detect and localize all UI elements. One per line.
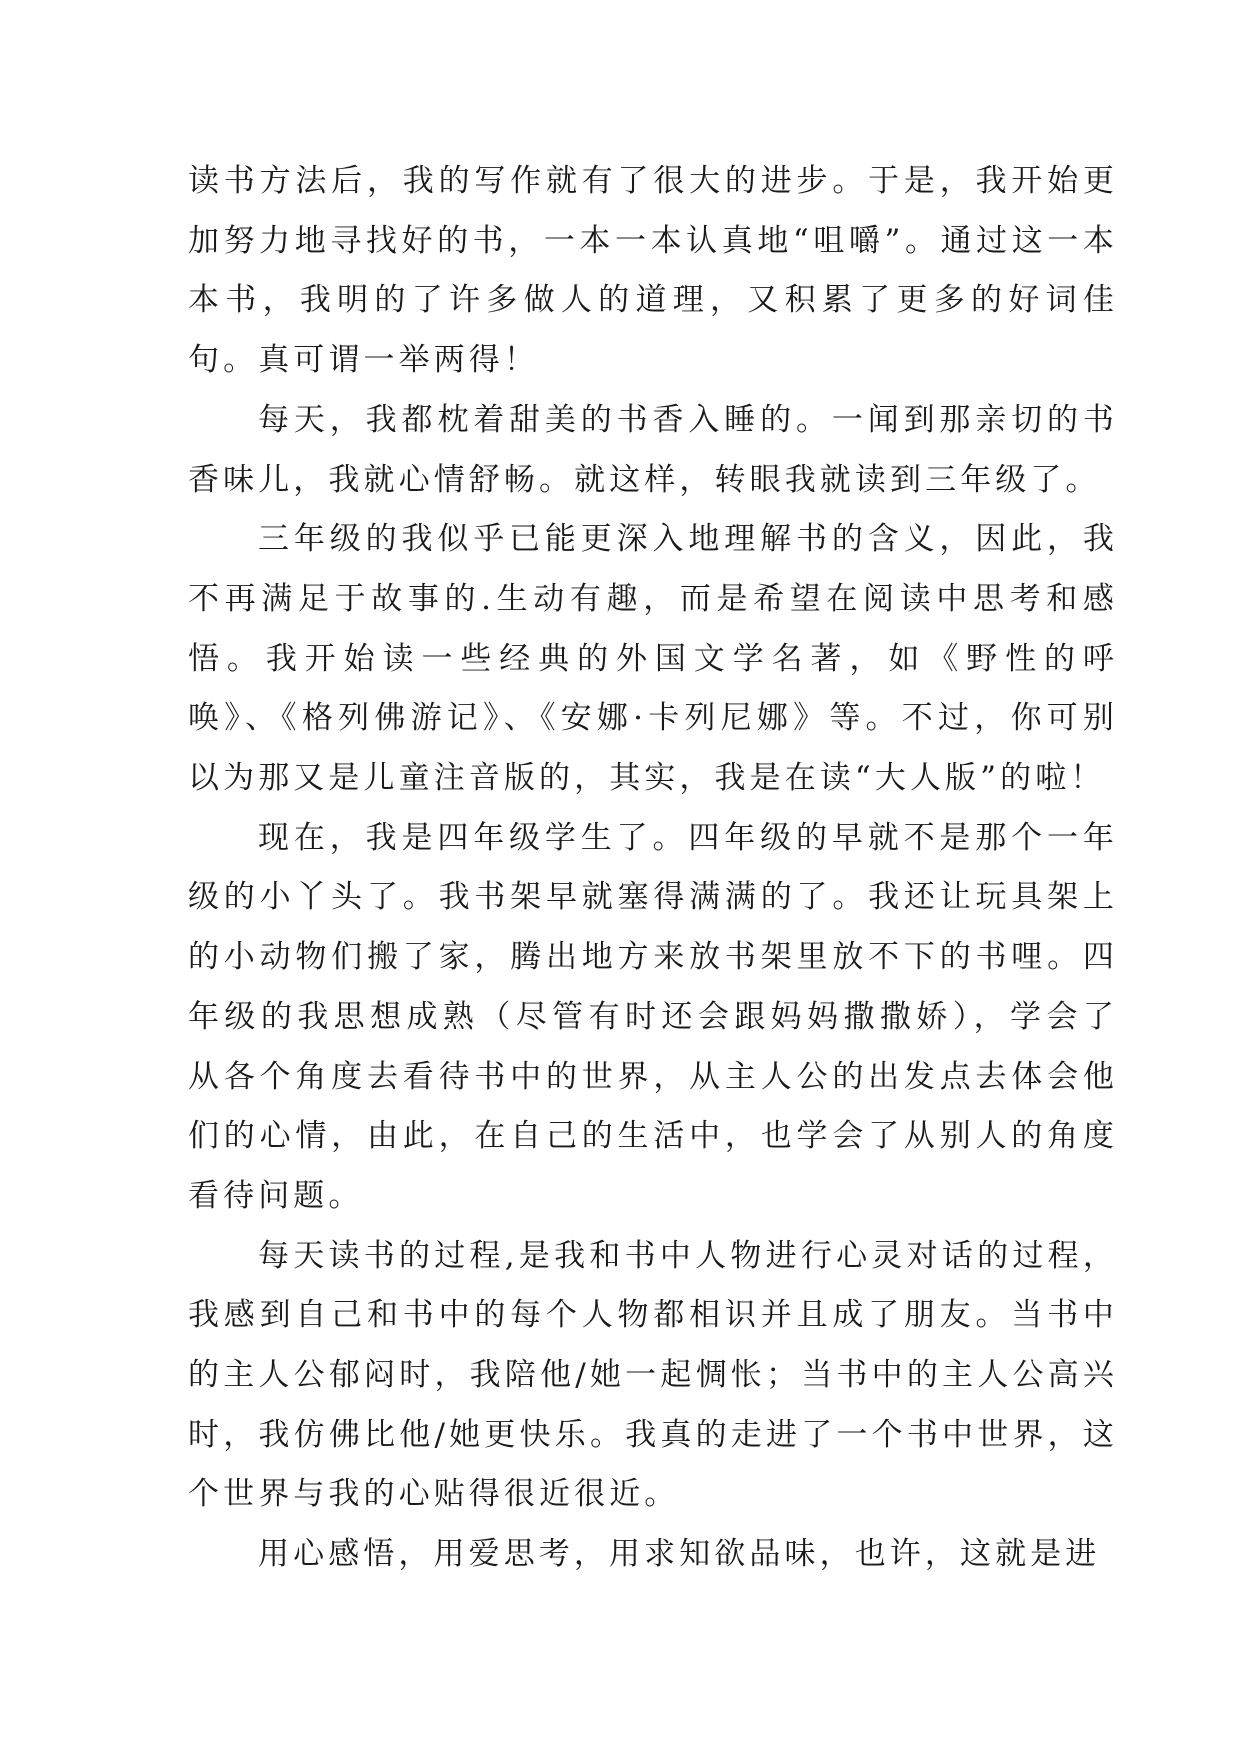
paragraph-conclusion-start: 用心感悟，用爱思考，用求知欲品味，也许，这就是进 xyxy=(258,1536,1101,1573)
paragraph-dialogue-with-characters: 每天读书的过程,是我和书中人物进行心灵对话的过程，我感到自己和书中的每个人物都相识并且成了朋友。当书中的主人公郁闷时，我陪他/她一起惆怅；当书中的主人公高兴时，我仿佛比他/她更快乐。我真的走进了一个书中世界，这个世界与我的心贴得很近很近。 xyxy=(188,1237,1118,1513)
essay-body xyxy=(188,152,1118,1585)
paragraph-bedtime-reading: 每天，我都枕着甜美的书香入睡的。一闻到那亲切的书香味儿，我就心情舒畅。就这样，转眼我就读到三年级了。 xyxy=(188,401,1118,498)
paragraph-fourth-grade: 现在，我是四年级学生了。四年级的早就不是那个一年级的小丫头了。我书架早就塞得满满的了。我还让玩具架上的小动物们搬了家，腾出地方来放书架里放不下的书哩。四年级的我思想成熟（尽管有时还会跟妈妈撒撒娇），学会了从各个角度去看待书中的世界，从主人公的出发点去体会他们的心情，由此，在自己的生活中，也学会了从别人的角度看待问题。 xyxy=(188,819,1118,1214)
paragraph-continued: 读书方法后，我的写作就有了很大的进步。于是，我开始更加努力地寻找好的书，一本一本认真地“咀嚼”。通过这一本本书，我明的了许多做人的道理，又积累了更多的好词佳句。真可谓一举两得！ xyxy=(188,163,1118,379)
paragraph-third-grade: 三年级的我似乎已能更深入地理解书的含义，因此，我不再满足于故事的.生动有趣，而是希望在阅读中思考和感悟。我开始读一些经典的外国文学名著，如《野性的呼唤》、《格列佛游记》、《安娜·卡列尼娜》等。不过，你可别以为那又是儿童注音版的，其实，我是在读“大人版”的啦！ xyxy=(188,521,1118,797)
